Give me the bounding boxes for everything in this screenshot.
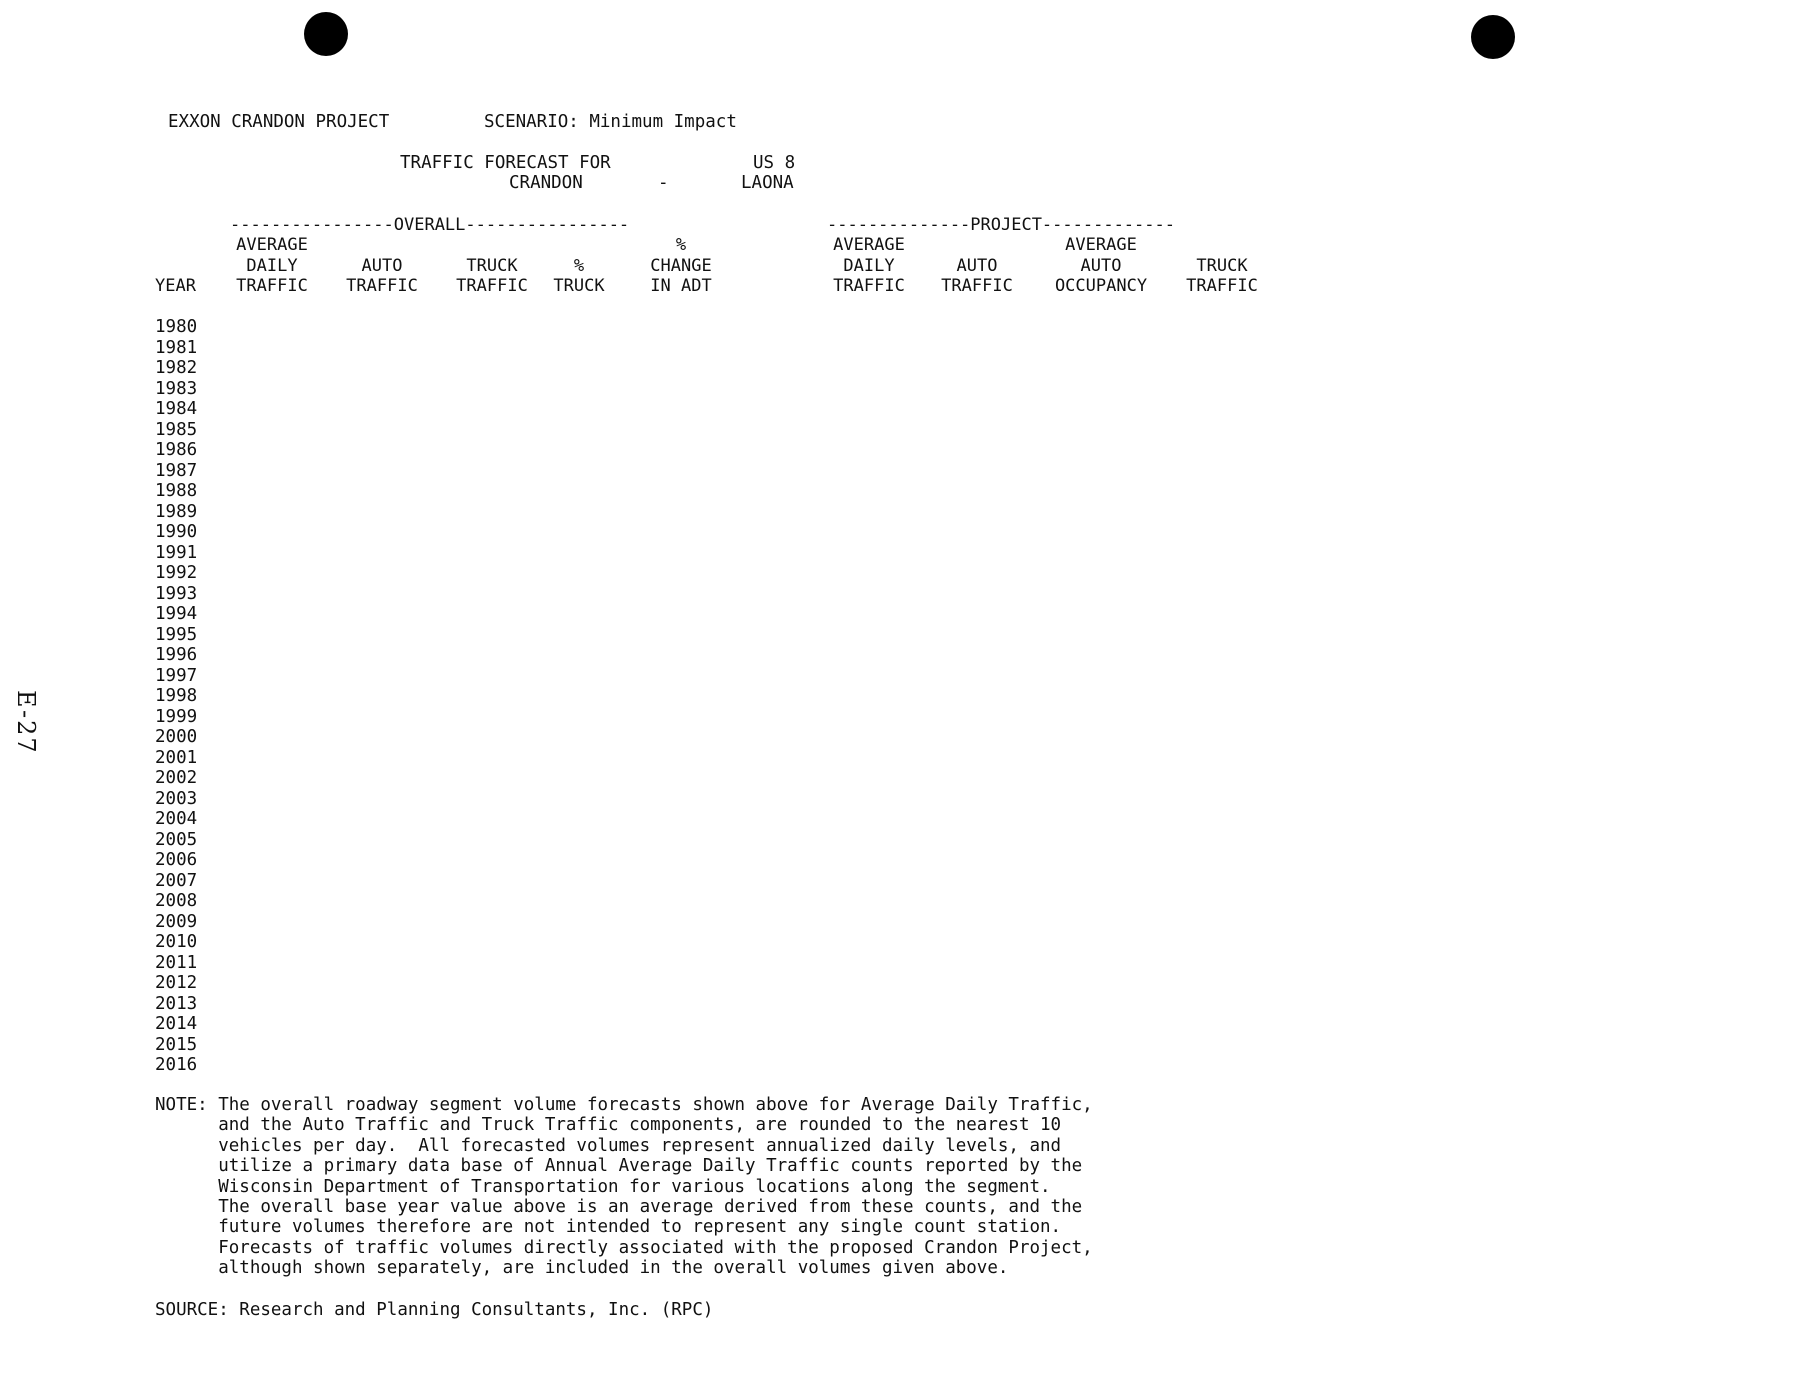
cell-year: 2007: [155, 870, 198, 891]
cell-year: 2003: [155, 788, 198, 809]
column-header-truck: TRUCK: [466, 255, 518, 276]
source-text: SOURCE: Research and Planning Consultants, Inc. (RPC): [155, 1300, 714, 1320]
cell-year: 2015: [155, 1034, 198, 1055]
cell-year: 1988: [155, 481, 198, 501]
cell-year: 1996: [155, 645, 198, 665]
cell-year: 2009: [155, 911, 198, 932]
cell-year: 2012: [155, 973, 198, 993]
column-header-p-adt: AVERAGE: [833, 235, 905, 255]
column-header-change: CHANGE: [650, 255, 712, 276]
cell-year: 1991: [155, 542, 198, 563]
cell-year: 2013: [155, 993, 198, 1014]
cell-year: 1981: [155, 337, 198, 358]
column-header-auto: TRAFFIC: [346, 276, 418, 296]
column-header-p-occ: AUTO: [1080, 255, 1122, 276]
cell-year: 2000: [155, 727, 198, 747]
segment-from: CRANDON: [509, 173, 583, 193]
cell-year: 2014: [155, 1014, 198, 1034]
cell-year: 2001: [155, 747, 198, 768]
cell-year: 1986: [155, 440, 198, 460]
cell-year: 1987: [155, 460, 198, 481]
cell-year: 2006: [155, 850, 198, 870]
overall-group-header: ----------------OVERALL----------------: [230, 215, 630, 235]
column-header-year: YEAR: [155, 276, 196, 296]
scenario-label: SCENARIO: Minimum Impact: [484, 112, 737, 132]
column-header-auto: AUTO: [361, 255, 403, 276]
cell-year: 1984: [155, 399, 198, 419]
route-label: US 8: [753, 153, 796, 173]
column-header-p-adt: DAILY: [843, 255, 895, 276]
column-header-adt: TRAFFIC: [236, 276, 308, 296]
cell-year: 2008: [155, 891, 198, 911]
cell-year: 1994: [155, 604, 198, 624]
cell-year: 1999: [155, 706, 198, 727]
forecast-label: TRAFFIC FORECAST FOR: [400, 153, 611, 173]
cell-year: 1995: [155, 624, 198, 645]
cell-year: 1992: [155, 563, 198, 583]
cell-year: 1993: [155, 583, 198, 604]
column-header-pct-truck: TRUCK: [553, 276, 605, 296]
punch-hole-left: [304, 12, 348, 56]
segment-to: LAONA: [741, 173, 794, 193]
column-header-pct-truck: %: [573, 255, 585, 276]
column-header-change: %: [675, 235, 687, 255]
column-header-adt: AVERAGE: [236, 235, 308, 255]
column-header-adt: DAILY: [246, 255, 298, 276]
page-number: E-27: [12, 690, 40, 755]
column-header-p-truck: TRAFFIC: [1186, 276, 1258, 296]
project-group-header: --------------PROJECT-------------: [827, 215, 1175, 235]
cell-year: 2016: [155, 1055, 198, 1075]
cell-year: 1983: [155, 378, 198, 399]
column-header-p-occ: OCCUPANCY: [1054, 276, 1148, 296]
cell-year: 1985: [155, 419, 198, 440]
cell-year: 1989: [155, 501, 198, 522]
cell-year: 2005: [155, 829, 198, 850]
column-header-p-auto: AUTO: [956, 255, 998, 276]
note-text: NOTE: The overall roadway segment volume forecasts shown above for Average Daily Traffic, and the Auto Traffic and Truck Traffic components, are rounded to the nearest 10 vehicles per day. All forecasted volumes represent annualized daily levels, and utilize a primary data base of Annual Average Daily Traffic counts reported by the Wisconsin Department of Transportation for various locations along the segment. The overall base year value above is an average derived from these counts, and the future volumes therefore are not intended to represent any single count station. Forecasts of traffic volumes directly associated with the proposed Crandon Project, although shown separately, are included in the overall volumes given above.: [155, 1095, 1093, 1279]
punch-hole-right: [1471, 15, 1515, 59]
cell-year: 2010: [155, 932, 198, 952]
column-header-change: IN ADT: [650, 276, 712, 296]
column-header-p-truck: TRUCK: [1196, 255, 1248, 276]
cell-year: 1998: [155, 686, 198, 706]
cell-year: 1990: [155, 522, 198, 542]
cell-year: 2002: [155, 768, 198, 788]
column-header-p-auto: TRAFFIC: [941, 276, 1013, 296]
cell-year: 1980: [155, 317, 198, 337]
column-header-p-adt: TRAFFIC: [833, 276, 905, 296]
cell-year: 2011: [155, 952, 198, 973]
cell-year: 1982: [155, 358, 198, 378]
segment-dash: -: [658, 173, 669, 193]
cell-year: 1997: [155, 665, 198, 686]
project-title: EXXON CRANDON PROJECT: [168, 112, 390, 132]
column-header-truck: TRAFFIC: [456, 276, 528, 296]
cell-year: 2004: [155, 809, 198, 829]
column-header-p-occ: AVERAGE: [1065, 235, 1137, 255]
